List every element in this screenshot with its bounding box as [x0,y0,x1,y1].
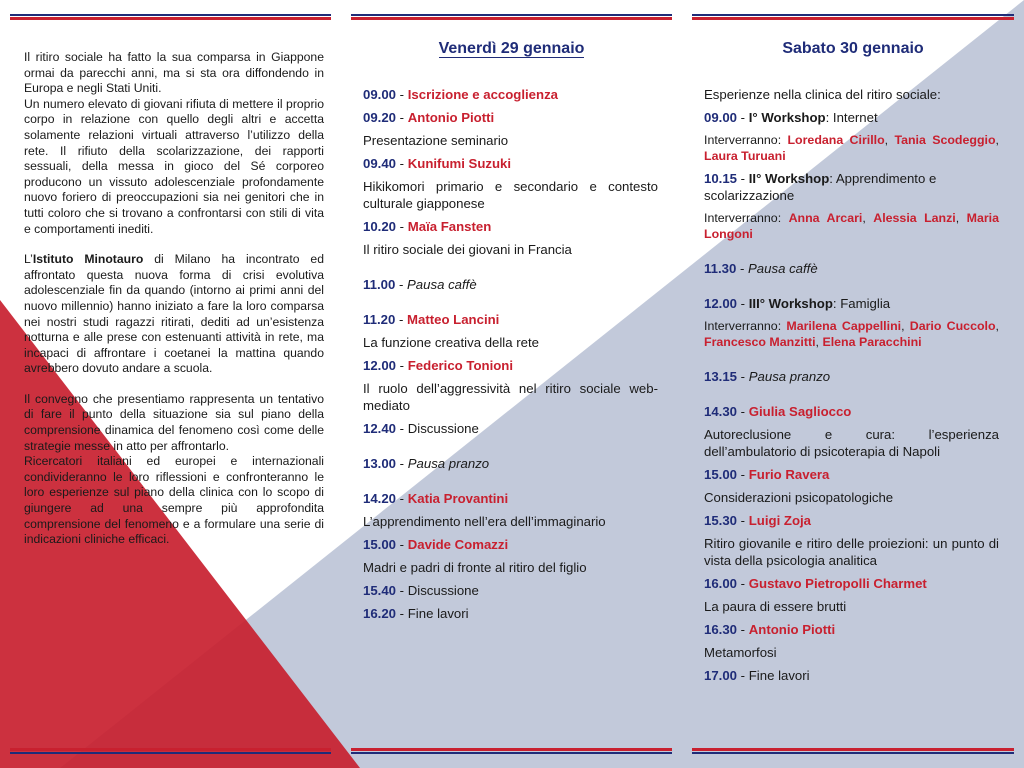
speakers-label: Interverranno: [704,133,788,147]
schedule-time: 14.20 [363,491,397,506]
spacer [363,443,658,455]
workshop-3: 12.00 - III° Workshop: Famiglia [704,296,891,311]
schedule-time: 15.30 [704,513,738,528]
item-label: Discussione [407,583,479,598]
schedule-row [363,276,658,293]
schedule-row [363,86,658,103]
speaker-name: Federico Tonioni [407,358,514,373]
talk-title: Il ritiro sociale dei giovani in Francia [363,242,572,257]
separator: - [396,358,408,373]
top-stripes [351,14,672,21]
talk-title: Il ruolo dell’aggressività nel ritiro sociale web-mediato [363,381,658,413]
talk-title: Hikikomori primario e secondario e contesto culturale giapponese [363,179,658,211]
schedule-row [363,420,658,437]
speaker-name: Davide Comazzi [407,537,509,552]
separator: - [396,87,408,102]
schedule-row [363,109,658,126]
talk-title: La funzione creativa della rete [363,335,539,350]
schedule-time: 15.40 [363,583,397,598]
talk-title: Autoreclusione e cura: l’esperienza dell’ambulatorio di psicoterapia di Napoli [704,427,999,459]
separator: - [737,622,749,637]
workshop-speaker: Tania Scodeggio [894,133,996,147]
speakers-label: Interverranno: [704,211,789,225]
speaker-name: Maïa Fansten [407,219,492,234]
speaker-name: Kunifumi Suzuki [407,156,512,171]
separator: - [396,110,408,125]
schedule-time: 09.40 [363,156,397,171]
separator: - [396,421,408,436]
speaker-name: Matteo Lancini [407,312,500,327]
separator: - [395,312,408,327]
workshop-speaker: Elena Paracchini [822,335,922,349]
talk-title: La paura di essere brutti [704,599,847,614]
workshop-2-speakers: Interverranno: Anna Arcari, Alessia Lanzi, Maria Longoni [704,211,1000,241]
schedule-time: 16.00 [704,576,738,591]
schedule-time: 11.00 [363,277,396,292]
workshop-speaker: Dario Cuccolo [909,319,996,333]
panel-saturday [682,0,1024,768]
talk-title: L’apprendimento nell’era dell’immaginario [363,514,606,529]
saturday-afternoon-items [704,403,999,684]
schedule-row [363,536,658,553]
break-label: Pausa pranzo [407,456,490,471]
schedule-time: 13.00 [363,456,397,471]
item-label: Fine lavori [748,668,810,683]
speaker-name: Antonio Piotti [407,110,495,125]
intro-paragraph-1: Il ritiro sociale ha fatto la sua comparsa in Giappone ormai da parecchi anni, ma si sta ora diffondendo in Europa e negli Stati Uniti. [24,50,324,96]
schedule-row [704,403,999,420]
schedule-row [704,466,999,483]
friday-program [363,86,658,628]
workshop-1: 09.00 - I° Workshop: Internet [704,110,878,125]
item-label: Fine lavori [407,606,469,621]
panel-intro [0,0,341,768]
schedule-row [363,218,658,235]
separator: - [737,576,749,591]
schedule-row [704,667,999,684]
workshop-speaker: Anna Arcari [788,211,863,225]
schedule-time: 15.00 [363,537,397,552]
speaker-name: Iscrizione e accoglienza [407,87,559,102]
separator: - [737,668,749,683]
schedule-time: 16.30 [704,622,738,637]
workshop-speaker: Alessia Lanzi [873,211,956,225]
intro-paragraph-2: Un numero elevato di giovani rifiuta di mettere il proprio corpo in relazione con quello degli altri e accetta solamente relazioni virtuali attraverso l’utilizzo della rete. Il rifiuto della scolarizzazione, dei rapporti sessuali, della messa in gioco del Sé corporeo producono un vissuto adolescenziale profondamente nuovo foriero di preoccupazioni sia nei genitori che in tutti coloro che si trovano a confrontarsi con stili di vita e comportamenti inediti. [24,96,324,236]
schedule-time: 10.20 [363,219,397,234]
schedule-time: 12.00 [363,358,397,373]
talk-title: Ritiro giovanile e ritiro delle proiezioni: un punto di vista della psicologia analitica [704,536,999,568]
schedule-row [704,575,999,592]
schedule-row [363,605,658,622]
speaker-name: Furio Ravera [748,467,830,482]
separator: - [396,219,408,234]
separator: - [396,491,408,506]
spacer [363,478,658,490]
schedule-row [363,311,658,328]
schedule-row [363,582,658,599]
saturday-program [704,86,999,690]
talk-title: Presentazione seminario [363,133,509,148]
workshop-speaker: Maria Longoni [704,211,1000,241]
speaker-name: Antonio Piotti [748,622,836,637]
workshop-2: 10.15 - II° Workshop: Apprendimento e scolarizzazione [704,171,937,203]
schedule-time: 09.00 [363,87,397,102]
talk-title: Considerazioni psicopatologiche [704,490,894,505]
speaker-name: Katia Provantini [407,491,509,506]
speaker-name: Giulia Sagliocco [748,404,852,419]
top-stripes [10,14,331,21]
schedule-time: 17.00 [704,668,738,683]
schedule-row [704,512,999,529]
item-label: Discussione [407,421,479,436]
talk-title: Metamorfosi [704,645,777,660]
separator: - [737,467,749,482]
schedule-time: 16.20 [363,606,397,621]
speaker-name: Gustavo Pietropolli Charmet [748,576,927,591]
schedule-row [363,490,658,507]
spacer [363,264,658,276]
panel-friday [341,0,682,768]
intro-paragraph-3: L’Istituto Minotauro di Milano ha incontrato ed affrontato questa nuova forma di crisi evolutiva adolescenziale fin da quando (intorno ai primi anni del nuovo millennio) hanno iniziato a fare la loro comparsa nei nostri studi ragazzi ritirati, dediti ad un’esistenza notturna e alle prese con estenuanti attività in rete, ma incapaci di affrontare i coetanei la mattina quando avrebbero dovuto andare a scuola. [24,252,324,376]
schedule-row [363,155,658,172]
workshop-speaker: Marilena Cappellini [786,319,902,333]
lunch-break: 13.15 - Pausa pranzo [704,369,831,384]
top-stripes [692,14,1014,21]
speaker-name: Luigi Zoja [748,513,812,528]
separator: - [396,537,408,552]
separator: - [737,513,749,528]
break-label: Pausa caffè [407,277,477,292]
bottom-stripes [692,748,1014,755]
institute-name: Istituto Minotauro [32,252,144,267]
schedule-row [363,357,658,374]
workshop-speaker: Francesco Manzitti [704,335,816,349]
workshop-speaker: Laura Turuani [704,149,786,163]
intro-paragraph-4: Il convegno che presentiamo rappresenta un tentativo di fare il punto della situazione sia sul piano della comprensione dinamica del fenomeno così come delle strategie messe in atto per affrontarlo. [24,391,324,453]
workshop-1-speakers: Interverranno: Loredana Cirillo, Tania Scodeggio, Laura Turuani [704,133,999,163]
coffee-break: 11.30 - Pausa caffè [704,261,818,276]
day-title-saturday: Sabato 30 gennaio [782,40,924,57]
separator: - [395,277,408,292]
spacer [363,299,658,311]
separator: - [396,156,408,171]
saturday-intro: Esperienze nella clinica del ritiro sociale: [704,87,941,102]
separator: - [396,583,408,598]
schedule-row [363,455,658,472]
separator: - [396,606,408,621]
bottom-stripes [351,748,672,755]
speakers-label: Interverranno: [704,319,787,333]
schedule-time: 12.40 [363,421,397,436]
schedule-time: 15.00 [704,467,738,482]
intro-paragraph-5: Ricercatori italiani ed europei e internazionali condivideranno le loro riflessioni e confronteranno le loro esperienze sul piano della clinica con lo scopo di giungere ad una sempre più approfondita comprensione del fenomeno e a formulare una serie di indicazioni cliniche efficaci. [24,454,324,547]
separator: - [737,404,749,419]
workshop-3-speakers: Interverranno: Marilena Cappellini, Dario Cuccolo, Francesco Manzitti, Elena Paracchini [704,319,999,349]
schedule-time: 14.30 [704,404,738,419]
bottom-stripes [10,748,331,755]
schedule-time: 11.20 [363,312,396,327]
talk-title: Madri e padri di fronte al ritiro del figlio [363,560,587,575]
schedule-time: 09.20 [363,110,397,125]
day-title-friday: Venerdì 29 gennaio [438,40,585,57]
workshop-speaker: Loredana Cirillo [787,133,885,147]
intro-text [24,50,324,548]
separator: - [396,456,408,471]
schedule-row [704,621,999,638]
